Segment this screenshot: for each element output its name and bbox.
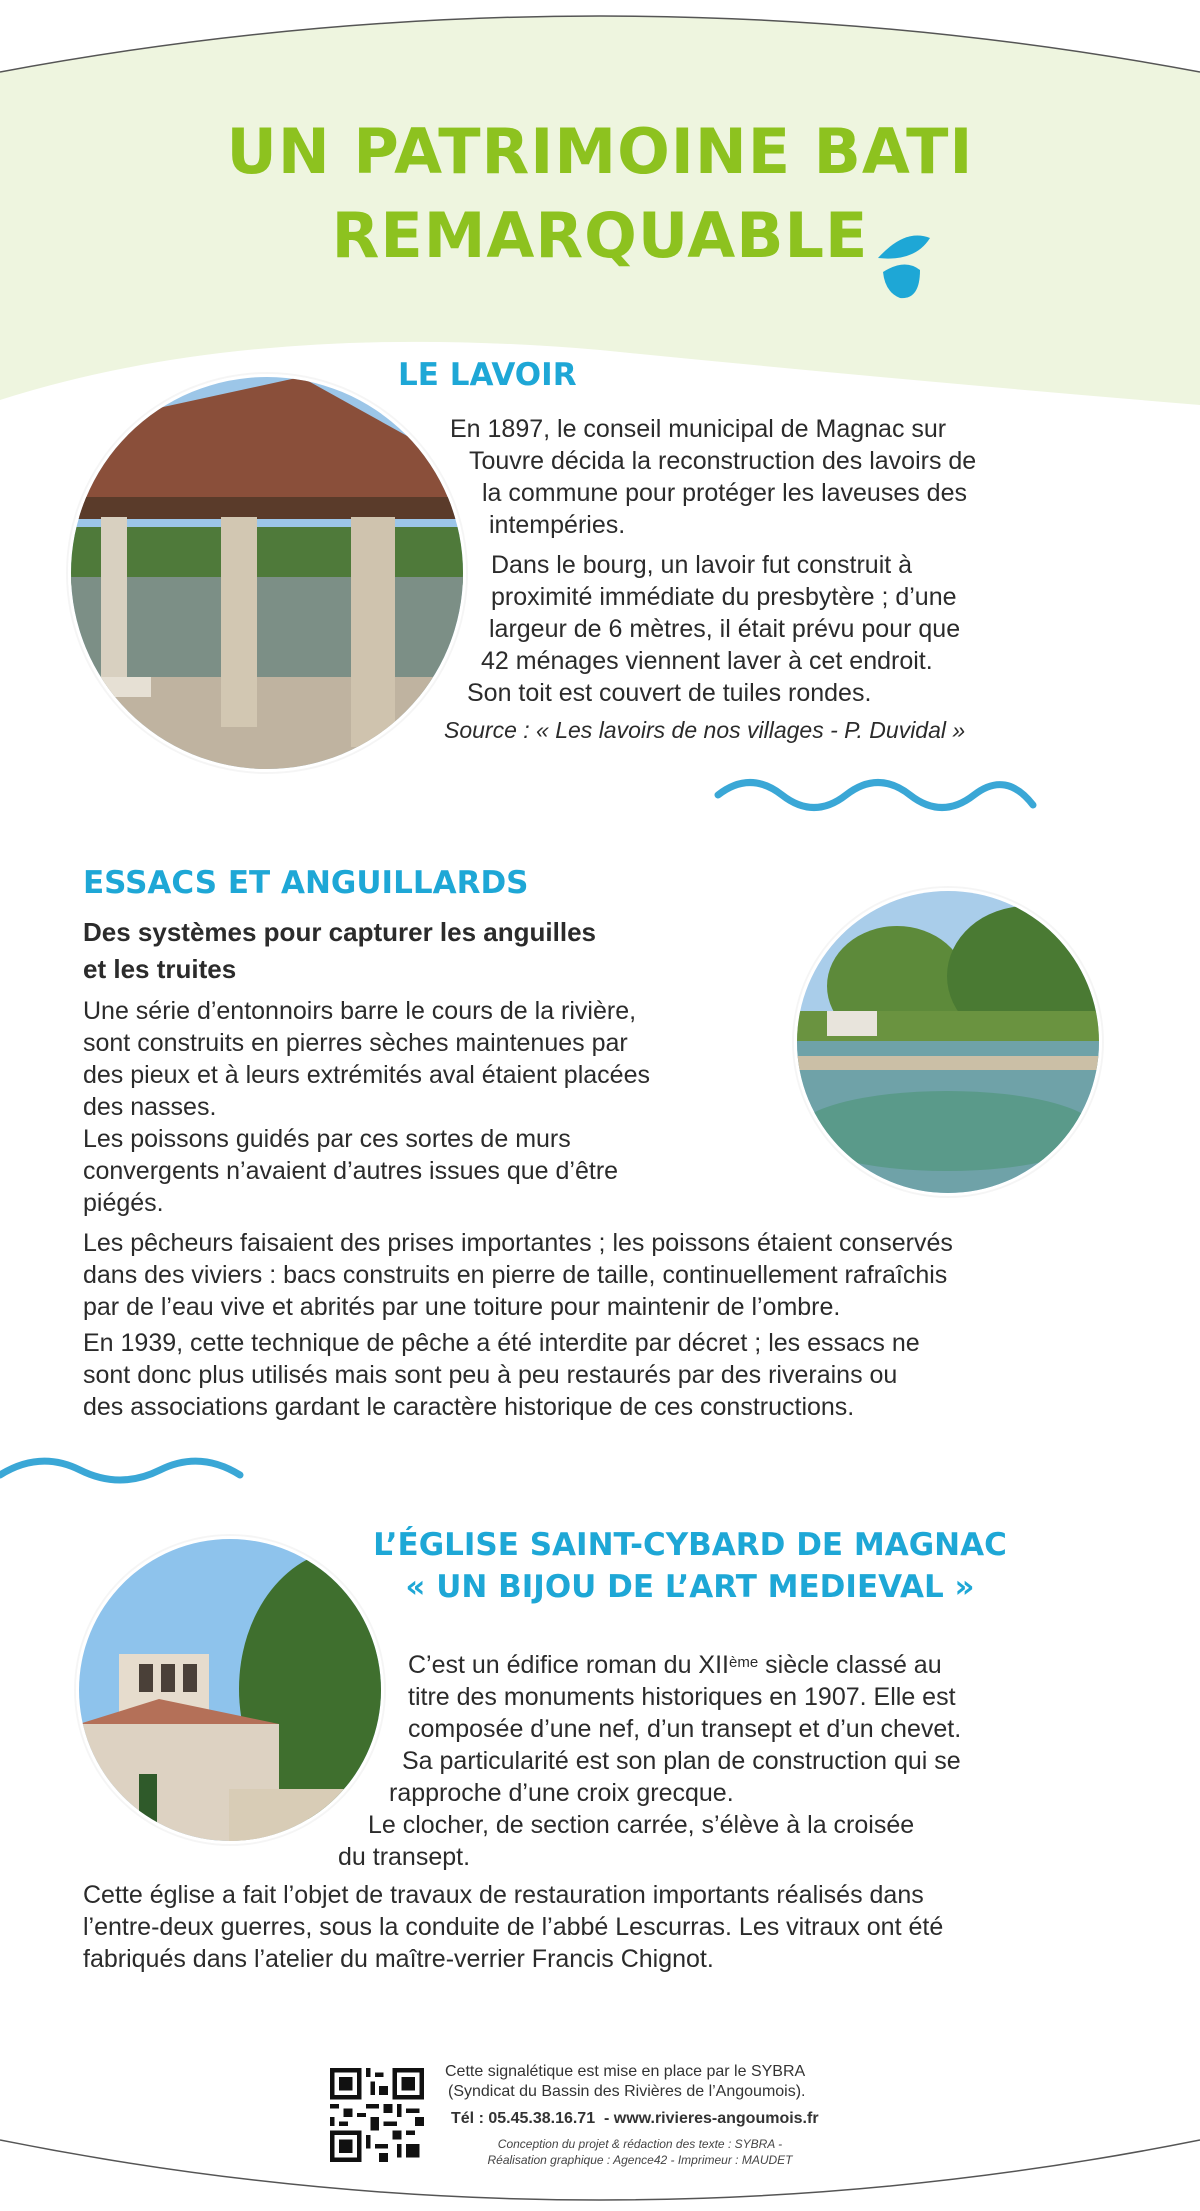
eglise-text-line1-b: siècle classé au (758, 1651, 942, 1679)
eglise-text-line: rapproche d’une croix grecque. (389, 1779, 734, 1807)
eglise-text-line: composée d’une nef, d’un transept et d’un chevet. (408, 1715, 962, 1743)
lavoir-text-line: largeur de 6 mètres, il était prévu pour que (489, 615, 961, 643)
essacs-text-line: Une série d’entonnoirs barre le cours de la rivière, (83, 997, 637, 1025)
lavoir-text-line: 42 ménages viennent laver à cet endroit. (481, 647, 933, 675)
essacs-para3-line: En 1939, cette technique de pêche a été interdite par décret ; les essacs ne (83, 1329, 920, 1357)
lavoir-text-line: la commune pour protéger les laveuses des (482, 479, 967, 507)
eglise-text-line1 (408, 1649, 942, 1681)
wave-divider-2 (0, 1461, 240, 1480)
essacs-para3-line: sont donc plus utilisés mais sont peu à peu restaurés par des riverains ou (83, 1361, 898, 1389)
essacs-text-line: des nasses. (83, 1093, 217, 1121)
footer-credits1: Conception du projet & rédaction des texte : SYBRA - (497, 2137, 783, 2151)
essacs-title: ESSACS ET ANGUILLARDS (83, 865, 529, 901)
lavoir-text-line: Dans le bourg, un lavoir fut construit à (491, 551, 913, 579)
essacs-para2-line: par de l’eau vive et abrités par une toiture pour maintenir de l’ombre. (83, 1293, 841, 1321)
eglise-para2-line: l’entre-deux guerres, sous la conduite de l’abbé Lescurras. Les vitraux ont été (83, 1913, 944, 1941)
eglise-title-line1: L’ÉGLISE SAINT-CYBARD DE MAGNAC (373, 1527, 1007, 1563)
essacs-text-line: sont construits en pierres sèches maintenues par (83, 1029, 628, 1057)
eglise-text-line1-sup: ème (729, 1654, 759, 1671)
footer-contact: Tél : 05.45.38.16.71 - www.rivieres-angoumois.fr (451, 2110, 819, 2127)
essacs-para3-line: des associations gardant le caractère historique de ces constructions. (83, 1393, 855, 1421)
footer-credits2: Réalisation graphique : Agence42 - Imprimeur : MAUDET (487, 2153, 793, 2167)
eglise-text-line: du transept. (338, 1843, 471, 1871)
eglise-para2-line: fabriqués dans l’atelier du maître-verrier Francis Chignot. (83, 1945, 714, 1973)
main-title-line1: UN PATRIMOINE BATI (226, 115, 974, 188)
eglise-title-line2: « UN BIJOU DE L’ART MEDIEVAL » (405, 1569, 975, 1605)
essacs-subtitle-line2: et les truites (83, 954, 237, 984)
eglise-photo (76, 1536, 384, 1844)
eglise-text-line: titre des monuments historiques en 1907. Elle est (408, 1683, 956, 1711)
essacs-text-line: convergents n’avaient d’autres issues que d’être (83, 1157, 619, 1185)
lavoir-text-line: Touvre décida la reconstruction des lavoirs de (469, 447, 977, 475)
main-title-line2: REMARQUABLE (331, 199, 869, 272)
main-title (0, 110, 1200, 278)
lavoir-title: LE LAVOIR (398, 357, 577, 393)
qr-code[interactable] (330, 2068, 424, 2162)
wave-divider-1 (718, 783, 1033, 808)
essacs-text-line: Les poissons guidés par ces sortes de murs (83, 1125, 571, 1153)
footer-line1: Cette signalétique est mise en place par le SYBRA (445, 2063, 806, 2080)
lavoir-text-line: Son toit est couvert de tuiles rondes. (467, 679, 872, 707)
essacs-subtitle-line1: Des systèmes pour capturer les anguilles (83, 917, 596, 947)
eglise-text-line1-a: C’est un édifice roman du XII (408, 1651, 729, 1679)
essacs-photo (794, 888, 1102, 1196)
lavoir-text-line: proximité immédiate du presbytère ; d’une (491, 583, 957, 611)
essacs-para2-line: Les pêcheurs faisaient des prises importantes ; les poissons étaient conservés (83, 1229, 953, 1257)
lavoir-photo (68, 374, 466, 772)
essacs-para2-line: dans des viviers : bacs construits en pierre de taille, continuellement rafraîchis (83, 1261, 948, 1289)
essacs-text-line: piégés. (83, 1189, 164, 1217)
footer-line2: (Syndicat du Bassin des Rivières de l’Angoumois). (448, 2083, 806, 2100)
eglise-para2-line: Cette église a fait l’objet de travaux de restauration importants réalisés dans (83, 1881, 924, 1909)
essacs-text-line: des pieux et à leurs extrémités aval étaient placées (83, 1061, 650, 1089)
lavoir-text-line: En 1897, le conseil municipal de Magnac sur (450, 415, 947, 443)
eglise-text-line: Le clocher, de section carrée, s’élève à la croisée (368, 1811, 915, 1839)
lavoir-text-line: intempéries. (489, 511, 626, 539)
lavoir-source: Source : « Les lavoirs de nos villages - P. Duvidal » (444, 717, 966, 743)
eglise-text-line: Sa particularité est son plan de construction qui se (402, 1747, 961, 1775)
